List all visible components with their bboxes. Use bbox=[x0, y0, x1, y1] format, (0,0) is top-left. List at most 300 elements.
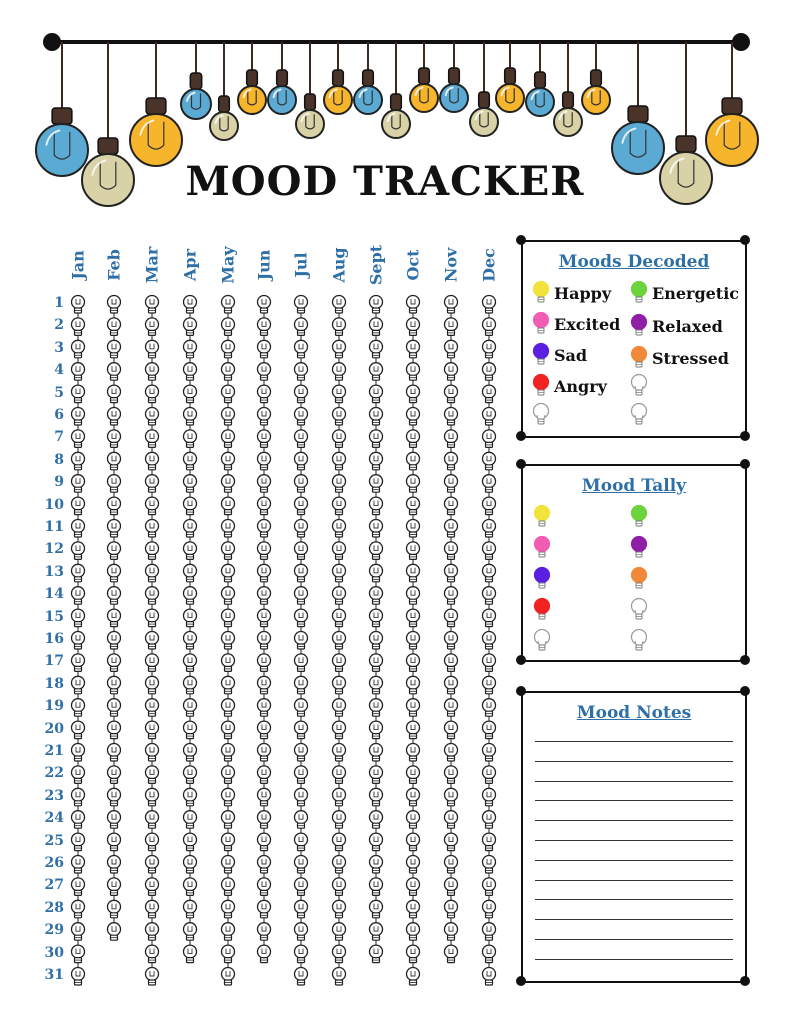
day-bulb-icon[interactable] bbox=[222, 408, 235, 426]
day-bulb-icon[interactable] bbox=[72, 609, 85, 627]
day-bulb-icon[interactable] bbox=[483, 318, 496, 336]
day-bulb-icon[interactable] bbox=[407, 430, 420, 448]
day-bulb-icon[interactable] bbox=[333, 340, 346, 358]
day-bulb-icon[interactable] bbox=[222, 632, 235, 650]
day-bulb-icon[interactable] bbox=[72, 744, 85, 762]
day-bulb-icon[interactable] bbox=[258, 878, 271, 896]
day-bulb-icon[interactable] bbox=[295, 296, 308, 314]
day-bulb-icon[interactable] bbox=[146, 856, 159, 874]
day-bulb-icon[interactable] bbox=[483, 385, 496, 403]
day-bulb-icon[interactable] bbox=[108, 676, 121, 694]
day-bulb-icon[interactable] bbox=[72, 788, 85, 806]
day-bulb-icon[interactable] bbox=[483, 520, 496, 538]
day-bulb-icon[interactable] bbox=[445, 699, 458, 717]
day-bulb-icon[interactable] bbox=[333, 296, 346, 314]
day-bulb-icon[interactable] bbox=[72, 520, 85, 538]
day-bulb-icon[interactable] bbox=[370, 788, 383, 806]
day-bulb-icon[interactable] bbox=[483, 542, 496, 560]
day-bulb-icon[interactable] bbox=[445, 632, 458, 650]
day-bulb-icon[interactable] bbox=[146, 699, 159, 717]
day-bulb-icon[interactable] bbox=[258, 340, 271, 358]
day-bulb-icon[interactable] bbox=[483, 363, 496, 381]
day-bulb-icon[interactable] bbox=[184, 475, 197, 493]
day-bulb-icon[interactable] bbox=[108, 385, 121, 403]
day-bulb-icon[interactable] bbox=[407, 564, 420, 582]
day-bulb-icon[interactable] bbox=[333, 408, 346, 426]
day-bulb-icon[interactable] bbox=[407, 968, 420, 986]
day-bulb-icon[interactable] bbox=[184, 833, 197, 851]
day-bulb-icon[interactable] bbox=[258, 788, 271, 806]
day-bulb-icon[interactable] bbox=[108, 699, 121, 717]
day-bulb-icon[interactable] bbox=[445, 520, 458, 538]
day-bulb-icon[interactable] bbox=[258, 408, 271, 426]
day-bulb-icon[interactable] bbox=[445, 318, 458, 336]
day-bulb-icon[interactable] bbox=[295, 788, 308, 806]
day-bulb-icon[interactable] bbox=[445, 340, 458, 358]
day-bulb-icon[interactable] bbox=[184, 676, 197, 694]
day-bulb-icon[interactable] bbox=[483, 296, 496, 314]
tally-item[interactable] bbox=[532, 628, 552, 654]
note-line[interactable] bbox=[535, 820, 733, 821]
day-bulb-icon[interactable] bbox=[222, 699, 235, 717]
day-bulb-icon[interactable] bbox=[258, 385, 271, 403]
day-bulb-icon[interactable] bbox=[483, 609, 496, 627]
day-bulb-icon[interactable] bbox=[483, 968, 496, 986]
day-bulb-icon[interactable] bbox=[370, 363, 383, 381]
day-bulb-icon[interactable] bbox=[445, 475, 458, 493]
day-bulb-icon[interactable] bbox=[370, 587, 383, 605]
day-bulb-icon[interactable] bbox=[184, 945, 197, 963]
day-bulb-icon[interactable] bbox=[333, 744, 346, 762]
day-bulb-icon[interactable] bbox=[445, 385, 458, 403]
day-bulb-icon[interactable] bbox=[483, 654, 496, 672]
day-bulb-icon[interactable] bbox=[445, 744, 458, 762]
day-bulb-icon[interactable] bbox=[483, 430, 496, 448]
day-bulb-icon[interactable] bbox=[407, 385, 420, 403]
day-bulb-icon[interactable] bbox=[333, 520, 346, 538]
day-bulb-icon[interactable] bbox=[222, 766, 235, 784]
day-bulb-icon[interactable] bbox=[184, 408, 197, 426]
day-bulb-icon[interactable] bbox=[483, 788, 496, 806]
day-bulb-icon[interactable] bbox=[146, 430, 159, 448]
day-bulb-icon[interactable] bbox=[222, 856, 235, 874]
day-bulb-icon[interactable] bbox=[184, 564, 197, 582]
day-bulb-icon[interactable] bbox=[295, 318, 308, 336]
day-bulb-icon[interactable] bbox=[258, 452, 271, 470]
day-bulb-icon[interactable] bbox=[333, 878, 346, 896]
day-bulb-icon[interactable] bbox=[370, 609, 383, 627]
day-bulb-icon[interactable] bbox=[295, 363, 308, 381]
day-bulb-icon[interactable] bbox=[295, 340, 308, 358]
day-bulb-icon[interactable] bbox=[407, 520, 420, 538]
day-bulb-icon[interactable] bbox=[445, 609, 458, 627]
day-bulb-icon[interactable] bbox=[72, 497, 85, 514]
day-bulb-icon[interactable] bbox=[295, 632, 308, 650]
day-bulb-icon[interactable] bbox=[295, 609, 308, 627]
day-bulb-icon[interactable] bbox=[72, 542, 85, 560]
day-bulb-icon[interactable] bbox=[370, 676, 383, 694]
day-bulb-icon[interactable] bbox=[72, 632, 85, 650]
day-bulb-icon[interactable] bbox=[333, 945, 346, 963]
day-bulb-icon[interactable] bbox=[72, 340, 85, 358]
day-bulb-icon[interactable] bbox=[333, 923, 346, 941]
day-bulb-icon[interactable] bbox=[407, 340, 420, 358]
day-bulb-icon[interactable] bbox=[407, 900, 420, 918]
day-bulb-icon[interactable] bbox=[445, 811, 458, 829]
day-bulb-icon[interactable] bbox=[407, 497, 420, 514]
day-bulb-icon[interactable] bbox=[222, 811, 235, 829]
tally-item[interactable] bbox=[629, 628, 649, 654]
day-bulb-icon[interactable] bbox=[108, 609, 121, 627]
tally-item[interactable] bbox=[629, 597, 649, 623]
day-bulb-icon[interactable] bbox=[370, 385, 383, 403]
day-bulb-icon[interactable] bbox=[445, 788, 458, 806]
day-bulb-icon[interactable] bbox=[146, 520, 159, 538]
day-bulb-icon[interactable] bbox=[483, 564, 496, 582]
day-bulb-icon[interactable] bbox=[146, 408, 159, 426]
day-bulb-icon[interactable] bbox=[72, 587, 85, 605]
day-bulb-icon[interactable] bbox=[108, 497, 121, 514]
note-line[interactable] bbox=[535, 741, 733, 742]
day-bulb-icon[interactable] bbox=[258, 766, 271, 784]
day-bulb-icon[interactable] bbox=[146, 766, 159, 784]
day-bulb-icon[interactable] bbox=[258, 856, 271, 874]
day-bulb-icon[interactable] bbox=[108, 878, 121, 896]
day-bulb-icon[interactable] bbox=[108, 900, 121, 918]
day-bulb-icon[interactable] bbox=[407, 609, 420, 627]
day-bulb-icon[interactable] bbox=[370, 900, 383, 918]
day-bulb-icon[interactable] bbox=[108, 430, 121, 448]
day-bulb-icon[interactable] bbox=[222, 654, 235, 672]
day-bulb-icon[interactable] bbox=[333, 475, 346, 493]
day-bulb-icon[interactable] bbox=[184, 497, 197, 514]
day-bulb-icon[interactable] bbox=[333, 833, 346, 851]
day-bulb-icon[interactable] bbox=[108, 811, 121, 829]
day-bulb-icon[interactable] bbox=[370, 340, 383, 358]
day-bulb-icon[interactable] bbox=[258, 475, 271, 493]
day-bulb-icon[interactable] bbox=[184, 900, 197, 918]
day-bulb-icon[interactable] bbox=[184, 654, 197, 672]
day-bulb-icon[interactable] bbox=[370, 497, 383, 514]
day-bulb-icon[interactable] bbox=[407, 766, 420, 784]
day-bulb-icon[interactable] bbox=[184, 385, 197, 403]
day-bulb-icon[interactable] bbox=[333, 766, 346, 784]
day-bulb-icon[interactable] bbox=[258, 587, 271, 605]
day-bulb-icon[interactable] bbox=[483, 497, 496, 514]
day-bulb-icon[interactable] bbox=[258, 363, 271, 381]
day-bulb-icon[interactable] bbox=[445, 766, 458, 784]
day-bulb-icon[interactable] bbox=[222, 587, 235, 605]
day-bulb-icon[interactable] bbox=[407, 542, 420, 560]
day-bulb-icon[interactable] bbox=[445, 721, 458, 739]
day-bulb-icon[interactable] bbox=[146, 296, 159, 314]
day-bulb-icon[interactable] bbox=[258, 564, 271, 582]
day-bulb-icon[interactable] bbox=[407, 632, 420, 650]
day-bulb-icon[interactable] bbox=[333, 968, 346, 986]
day-bulb-icon[interactable] bbox=[108, 542, 121, 560]
day-bulb-icon[interactable] bbox=[295, 721, 308, 739]
day-bulb-icon[interactable] bbox=[333, 318, 346, 336]
day-bulb-icon[interactable] bbox=[258, 699, 271, 717]
day-bulb-icon[interactable] bbox=[146, 363, 159, 381]
day-bulb-icon[interactable] bbox=[295, 564, 308, 582]
day-bulb-icon[interactable] bbox=[333, 721, 346, 739]
day-bulb-icon[interactable] bbox=[258, 430, 271, 448]
day-bulb-icon[interactable] bbox=[295, 587, 308, 605]
note-line[interactable] bbox=[535, 899, 733, 900]
day-bulb-icon[interactable] bbox=[222, 363, 235, 381]
note-line[interactable] bbox=[535, 860, 733, 861]
day-bulb-icon[interactable] bbox=[483, 744, 496, 762]
day-bulb-icon[interactable] bbox=[146, 564, 159, 582]
day-bulb-icon[interactable] bbox=[72, 699, 85, 717]
day-bulb-icon[interactable] bbox=[445, 900, 458, 918]
day-bulb-icon[interactable] bbox=[370, 945, 383, 963]
day-bulb-icon[interactable] bbox=[295, 676, 308, 694]
day-bulb-icon[interactable] bbox=[407, 721, 420, 739]
day-bulb-icon[interactable] bbox=[407, 587, 420, 605]
day-bulb-icon[interactable] bbox=[295, 766, 308, 784]
day-bulb-icon[interactable] bbox=[295, 744, 308, 762]
day-bulb-icon[interactable] bbox=[146, 587, 159, 605]
day-bulb-icon[interactable] bbox=[333, 385, 346, 403]
note-line[interactable] bbox=[535, 781, 733, 782]
day-bulb-icon[interactable] bbox=[370, 923, 383, 941]
day-bulb-icon[interactable] bbox=[483, 699, 496, 717]
day-bulb-icon[interactable] bbox=[72, 654, 85, 672]
day-bulb-icon[interactable] bbox=[222, 609, 235, 627]
day-bulb-icon[interactable] bbox=[445, 542, 458, 560]
day-bulb-icon[interactable] bbox=[483, 721, 496, 739]
day-bulb-icon[interactable] bbox=[258, 296, 271, 314]
day-bulb-icon[interactable] bbox=[184, 363, 197, 381]
day-bulb-icon[interactable] bbox=[146, 878, 159, 896]
day-bulb-icon[interactable] bbox=[72, 475, 85, 493]
day-bulb-icon[interactable] bbox=[445, 296, 458, 314]
day-bulb-icon[interactable] bbox=[146, 318, 159, 336]
day-bulb-icon[interactable] bbox=[295, 900, 308, 918]
day-bulb-icon[interactable] bbox=[108, 744, 121, 762]
day-bulb-icon[interactable] bbox=[184, 923, 197, 941]
day-bulb-icon[interactable] bbox=[108, 452, 121, 470]
day-bulb-icon[interactable] bbox=[146, 833, 159, 851]
day-bulb-icon[interactable] bbox=[258, 520, 271, 538]
day-bulb-icon[interactable] bbox=[146, 340, 159, 358]
day-bulb-icon[interactable] bbox=[295, 497, 308, 514]
note-line[interactable] bbox=[535, 761, 733, 762]
day-bulb-icon[interactable] bbox=[483, 676, 496, 694]
day-bulb-icon[interactable] bbox=[295, 699, 308, 717]
day-bulb-icon[interactable] bbox=[222, 945, 235, 963]
day-bulb-icon[interactable] bbox=[483, 475, 496, 493]
day-bulb-icon[interactable] bbox=[370, 564, 383, 582]
day-bulb-icon[interactable] bbox=[184, 340, 197, 358]
day-bulb-icon[interactable] bbox=[108, 296, 121, 314]
day-bulb-icon[interactable] bbox=[108, 408, 121, 426]
day-bulb-icon[interactable] bbox=[258, 811, 271, 829]
day-bulb-icon[interactable] bbox=[370, 296, 383, 314]
day-bulb-icon[interactable] bbox=[483, 923, 496, 941]
day-bulb-icon[interactable] bbox=[222, 968, 235, 986]
day-bulb-icon[interactable] bbox=[108, 363, 121, 381]
day-bulb-icon[interactable] bbox=[222, 452, 235, 470]
day-bulb-icon[interactable] bbox=[295, 811, 308, 829]
day-bulb-icon[interactable] bbox=[295, 385, 308, 403]
day-bulb-icon[interactable] bbox=[222, 385, 235, 403]
day-bulb-icon[interactable] bbox=[184, 811, 197, 829]
day-bulb-icon[interactable] bbox=[333, 676, 346, 694]
day-bulb-icon[interactable] bbox=[483, 340, 496, 358]
day-bulb-icon[interactable] bbox=[483, 587, 496, 605]
day-bulb-icon[interactable] bbox=[184, 430, 197, 448]
day-bulb-icon[interactable] bbox=[407, 318, 420, 336]
day-bulb-icon[interactable] bbox=[333, 564, 346, 582]
day-bulb-icon[interactable] bbox=[108, 721, 121, 739]
day-bulb-icon[interactable] bbox=[72, 318, 85, 336]
day-bulb-icon[interactable] bbox=[108, 923, 121, 941]
day-bulb-icon[interactable] bbox=[146, 542, 159, 560]
day-bulb-icon[interactable] bbox=[222, 788, 235, 806]
day-bulb-icon[interactable] bbox=[333, 609, 346, 627]
day-bulb-icon[interactable] bbox=[222, 318, 235, 336]
day-bulb-icon[interactable] bbox=[184, 744, 197, 762]
day-bulb-icon[interactable] bbox=[295, 452, 308, 470]
day-bulb-icon[interactable] bbox=[184, 318, 197, 336]
tally-item[interactable] bbox=[532, 504, 552, 530]
day-bulb-icon[interactable] bbox=[407, 923, 420, 941]
day-bulb-icon[interactable] bbox=[222, 833, 235, 851]
day-bulb-icon[interactable] bbox=[108, 833, 121, 851]
day-bulb-icon[interactable] bbox=[407, 408, 420, 426]
day-bulb-icon[interactable] bbox=[72, 900, 85, 918]
day-bulb-icon[interactable] bbox=[146, 632, 159, 650]
day-bulb-icon[interactable] bbox=[258, 497, 271, 514]
day-bulb-icon[interactable] bbox=[295, 968, 308, 986]
day-bulb-icon[interactable] bbox=[72, 452, 85, 470]
day-bulb-icon[interactable] bbox=[184, 520, 197, 538]
note-line[interactable] bbox=[535, 939, 733, 940]
day-bulb-icon[interactable] bbox=[72, 923, 85, 941]
day-bulb-icon[interactable] bbox=[445, 856, 458, 874]
day-bulb-icon[interactable] bbox=[222, 475, 235, 493]
day-bulb-icon[interactable] bbox=[146, 385, 159, 403]
day-bulb-icon[interactable] bbox=[333, 788, 346, 806]
day-bulb-icon[interactable] bbox=[72, 721, 85, 739]
day-bulb-icon[interactable] bbox=[258, 721, 271, 739]
day-bulb-icon[interactable] bbox=[445, 923, 458, 941]
day-bulb-icon[interactable] bbox=[483, 408, 496, 426]
day-bulb-icon[interactable] bbox=[258, 923, 271, 941]
day-bulb-icon[interactable] bbox=[72, 945, 85, 963]
day-bulb-icon[interactable] bbox=[407, 363, 420, 381]
day-bulb-icon[interactable] bbox=[370, 654, 383, 672]
day-bulb-icon[interactable] bbox=[445, 363, 458, 381]
day-bulb-icon[interactable] bbox=[407, 676, 420, 694]
day-bulb-icon[interactable] bbox=[72, 564, 85, 582]
day-bulb-icon[interactable] bbox=[370, 520, 383, 538]
day-bulb-icon[interactable] bbox=[222, 497, 235, 514]
day-bulb-icon[interactable] bbox=[370, 632, 383, 650]
day-bulb-icon[interactable] bbox=[72, 363, 85, 381]
day-bulb-icon[interactable] bbox=[222, 430, 235, 448]
day-bulb-icon[interactable] bbox=[295, 430, 308, 448]
day-bulb-icon[interactable] bbox=[108, 766, 121, 784]
day-bulb-icon[interactable] bbox=[72, 878, 85, 896]
day-bulb-icon[interactable] bbox=[483, 945, 496, 963]
day-bulb-icon[interactable] bbox=[407, 945, 420, 963]
day-bulb-icon[interactable] bbox=[72, 833, 85, 851]
day-bulb-icon[interactable] bbox=[370, 878, 383, 896]
tally-item[interactable] bbox=[532, 535, 552, 561]
day-bulb-icon[interactable] bbox=[222, 900, 235, 918]
day-bulb-icon[interactable] bbox=[258, 609, 271, 627]
day-bulb-icon[interactable] bbox=[184, 609, 197, 627]
day-bulb-icon[interactable] bbox=[258, 833, 271, 851]
day-bulb-icon[interactable] bbox=[407, 452, 420, 470]
day-bulb-icon[interactable] bbox=[445, 452, 458, 470]
day-bulb-icon[interactable] bbox=[333, 699, 346, 717]
tally-item[interactable] bbox=[629, 504, 649, 530]
day-bulb-icon[interactable] bbox=[222, 676, 235, 694]
day-bulb-icon[interactable] bbox=[72, 968, 85, 986]
day-bulb-icon[interactable] bbox=[333, 587, 346, 605]
day-bulb-icon[interactable] bbox=[108, 520, 121, 538]
day-bulb-icon[interactable] bbox=[295, 856, 308, 874]
day-bulb-icon[interactable] bbox=[333, 430, 346, 448]
day-bulb-icon[interactable] bbox=[108, 318, 121, 336]
day-bulb-icon[interactable] bbox=[258, 945, 271, 963]
day-bulb-icon[interactable] bbox=[108, 654, 121, 672]
day-bulb-icon[interactable] bbox=[333, 900, 346, 918]
day-bulb-icon[interactable] bbox=[370, 699, 383, 717]
day-bulb-icon[interactable] bbox=[258, 632, 271, 650]
day-bulb-icon[interactable] bbox=[108, 587, 121, 605]
day-bulb-icon[interactable] bbox=[483, 766, 496, 784]
day-bulb-icon[interactable] bbox=[184, 699, 197, 717]
day-bulb-icon[interactable] bbox=[222, 721, 235, 739]
day-bulb-icon[interactable] bbox=[370, 542, 383, 560]
day-bulb-icon[interactable] bbox=[108, 856, 121, 874]
day-bulb-icon[interactable] bbox=[72, 408, 85, 426]
day-bulb-icon[interactable] bbox=[370, 856, 383, 874]
day-bulb-icon[interactable] bbox=[483, 856, 496, 874]
day-bulb-icon[interactable] bbox=[222, 878, 235, 896]
day-bulb-icon[interactable] bbox=[295, 945, 308, 963]
day-bulb-icon[interactable] bbox=[146, 923, 159, 941]
day-bulb-icon[interactable] bbox=[370, 721, 383, 739]
day-bulb-icon[interactable] bbox=[258, 542, 271, 560]
day-bulb-icon[interactable] bbox=[146, 968, 159, 986]
day-bulb-icon[interactable] bbox=[295, 408, 308, 426]
day-bulb-icon[interactable] bbox=[146, 788, 159, 806]
day-bulb-icon[interactable] bbox=[72, 811, 85, 829]
day-bulb-icon[interactable] bbox=[333, 363, 346, 381]
day-bulb-icon[interactable] bbox=[146, 475, 159, 493]
day-bulb-icon[interactable] bbox=[333, 654, 346, 672]
day-bulb-icon[interactable] bbox=[407, 856, 420, 874]
day-bulb-icon[interactable] bbox=[370, 744, 383, 762]
day-bulb-icon[interactable] bbox=[184, 721, 197, 739]
day-bulb-icon[interactable] bbox=[295, 475, 308, 493]
day-bulb-icon[interactable] bbox=[445, 497, 458, 514]
tally-item[interactable] bbox=[532, 597, 552, 623]
day-bulb-icon[interactable] bbox=[258, 654, 271, 672]
day-bulb-icon[interactable] bbox=[445, 878, 458, 896]
day-bulb-icon[interactable] bbox=[483, 900, 496, 918]
day-bulb-icon[interactable] bbox=[184, 452, 197, 470]
day-bulb-icon[interactable] bbox=[295, 923, 308, 941]
day-bulb-icon[interactable] bbox=[108, 632, 121, 650]
